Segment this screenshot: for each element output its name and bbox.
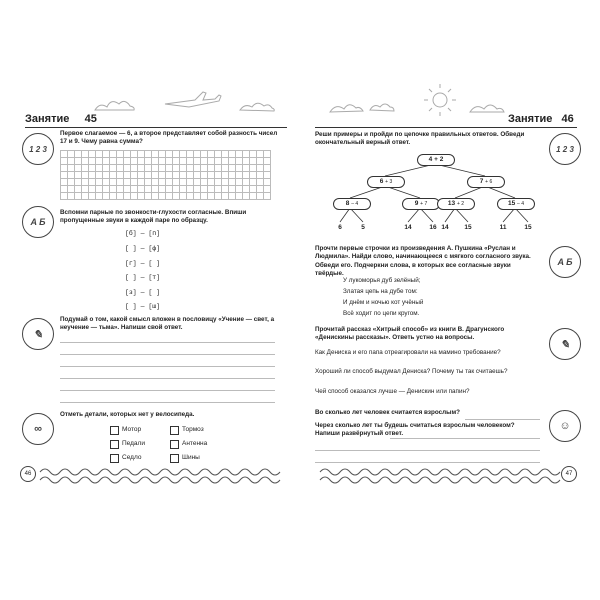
tree-leaf[interactable]: 5 (361, 224, 365, 231)
checkbox-motor[interactable] (110, 426, 119, 435)
letters-badge-text: A Б (30, 217, 46, 227)
pair-4[interactable]: [ ] — [т] (125, 274, 161, 281)
bicycle-badge (22, 413, 54, 445)
notebook-badge (22, 318, 54, 350)
node-value: 8 (345, 200, 350, 207)
right-page-number: 47 (561, 466, 577, 482)
answer-line[interactable] (60, 402, 275, 403)
right-lesson-title (508, 113, 574, 125)
notebook-icon: ✎ (33, 328, 43, 341)
right-task3-text: Прочитай рассказ «Хитрый способ» из книги В. Драгунского «Денискины рассказы». Ответь устно на вопросы. (315, 326, 505, 342)
checkbox-pedals-label: Педали (122, 440, 145, 447)
question-3: Чей способ оказался лучше — Денискин или папин? (315, 388, 470, 395)
pair-6[interactable]: [ ] — [ш] (125, 303, 161, 310)
answer-line[interactable] (60, 366, 275, 367)
letters-badge-right-text: A Б (557, 257, 573, 267)
answer-line[interactable] (60, 342, 275, 343)
checkbox-pedals[interactable] (110, 440, 119, 449)
right-lesson-number: 46 (561, 113, 574, 125)
letters-badge (22, 206, 54, 238)
node-value: 13 (447, 200, 456, 207)
node-value: 6 (379, 178, 384, 185)
numbers-badge (22, 133, 54, 165)
node-op: – 4 (517, 201, 524, 207)
checkbox-brake-label: Тормоз (182, 426, 204, 433)
question-1: Как Дениска и его папа отреагировали на мамино требование? (315, 349, 501, 356)
left-task1-text: Первое слагаемое — 6, а второе представляет собой разность чисел 17 и 9. Чему равна сумма? (60, 130, 278, 146)
checkbox-brake[interactable] (170, 426, 179, 435)
tree-node-l2-2[interactable] (402, 198, 440, 210)
right-task5-text: Через сколько лет ты будешь считаться взрослым человеком? Напиши развёрнутый ответ. (315, 422, 515, 438)
airplane (165, 92, 221, 107)
answer-line[interactable] (60, 378, 275, 379)
bicycle-icon: ∞ (34, 423, 42, 435)
cloud-mid (240, 103, 274, 111)
poem-line-2[interactable]: Златая цепь на дубе том: (343, 288, 418, 295)
right-task2-text: Прочти первые строчки из произведения А. Пушкина «Руслан и Людмила». Найди слово, начинающееся с мягкого согласного звука. Обведи его. Подчеркни слова, в которых все согласные звуки твёрдые. (315, 245, 531, 277)
person-badge (549, 410, 581, 442)
tree-leaf[interactable]: 11 (499, 224, 507, 231)
notebook-badge-right (549, 328, 581, 360)
answer-line[interactable] (60, 390, 275, 391)
right-title-word: Занятие (508, 113, 553, 125)
poem-line-4[interactable]: Всё ходит по цепи кругом. (343, 310, 420, 317)
poem-line-3[interactable]: И днём и ночью кот учёный (343, 299, 424, 306)
answer-line[interactable] (390, 438, 540, 439)
node-value: 9 (414, 200, 419, 207)
node-value: 15 (508, 200, 516, 207)
pair-2[interactable]: [ ] — [ф] (125, 245, 161, 252)
pair-3[interactable]: [г] — [ ] (125, 260, 161, 267)
tree-leaf[interactable]: 6 (338, 224, 342, 231)
person-icon: ☺ (559, 420, 571, 432)
poem-line-1[interactable]: У лукоморья дуб зелёный; (343, 277, 421, 284)
cloud-far-right (470, 105, 504, 112)
tree-root-text: 4 + 2 (428, 156, 444, 163)
node-op: + 6 (485, 179, 493, 185)
tree-leaf[interactable]: 14 (404, 224, 412, 231)
tree-leaf[interactable]: 16 (429, 224, 437, 231)
left-title-word: Занятие (25, 113, 70, 125)
cloud-left (95, 101, 134, 110)
cloud-right-1 (330, 105, 363, 112)
pair-5[interactable]: [з] — [ ] (125, 289, 161, 296)
numbers-badge-right-text: 1 2 3 (556, 144, 574, 154)
node-op: + 3 (385, 179, 393, 185)
node-op: + 7 (420, 201, 428, 207)
left-task3-text: Подумай о том, какой смысл вложен в пословицу «Учение — свет, а неучение — тьма». Напиши свой ответ. (60, 316, 275, 332)
tree-node-l1-1[interactable] (367, 176, 405, 188)
tree-node-l2-3[interactable] (437, 198, 475, 210)
tree-leaf[interactable]: 14 (441, 224, 449, 231)
numbers-badge-text: 1 2 3 (29, 144, 47, 154)
tree-node-l2-4[interactable] (497, 198, 535, 210)
left-lesson-number: 45 (84, 113, 97, 125)
numbers-badge-right (549, 133, 581, 165)
node-value: 7 (479, 178, 484, 185)
notebook-right-icon: ✎ (560, 338, 570, 351)
question-2: Хороший ли способ выдумал Дениска? Почему ты так считаешь? (315, 368, 508, 375)
node-op: – 4 (351, 201, 359, 207)
left-title-rule (25, 127, 287, 128)
answer-line[interactable] (315, 450, 540, 451)
left-task2-text: Вспомни парные по звонкости-глухости согласные. Впиши пропущенные звуки в каждой паре по образцу. (60, 209, 247, 225)
checkbox-motor-label: Мотор (122, 426, 142, 433)
left-task4-text: Отметь детали, которых нет у велосипеда. (60, 411, 195, 418)
pair-1[interactable]: [б] — [п] (125, 230, 161, 237)
letters-badge-right (549, 246, 581, 278)
right-title-rule (315, 127, 577, 128)
tree-root[interactable] (417, 154, 455, 166)
bottom-waves (0, 462, 600, 492)
checkbox-antenna[interactable] (170, 440, 179, 449)
left-page-number: 46 (20, 466, 36, 482)
right-task1-text: Реши примеры и пройди по цепочке правильных ответов. Обведи окончательный верный ответ. (315, 131, 525, 147)
node-op: + 2 (456, 201, 465, 207)
sun (433, 93, 447, 107)
header-doodles (0, 0, 600, 130)
tree-leaf[interactable]: 15 (524, 224, 532, 231)
answer-grid[interactable] (60, 150, 271, 200)
tree-leaf[interactable]: 15 (464, 224, 472, 231)
checkbox-saddle-label: Седло (122, 454, 142, 461)
tree-node-l1-2[interactable] (467, 176, 505, 188)
cloud-right-2 (370, 104, 394, 111)
checkbox-tires-label: Шины (182, 454, 200, 461)
tree-node-l2-1[interactable] (333, 198, 371, 210)
right-task4-text: Во сколько лет человек считается взрослым? (315, 409, 461, 416)
answer-line[interactable] (60, 354, 275, 355)
checkbox-antenna-label: Антенна (182, 440, 208, 447)
answer-line[interactable] (465, 419, 540, 420)
left-lesson-title (25, 113, 97, 125)
